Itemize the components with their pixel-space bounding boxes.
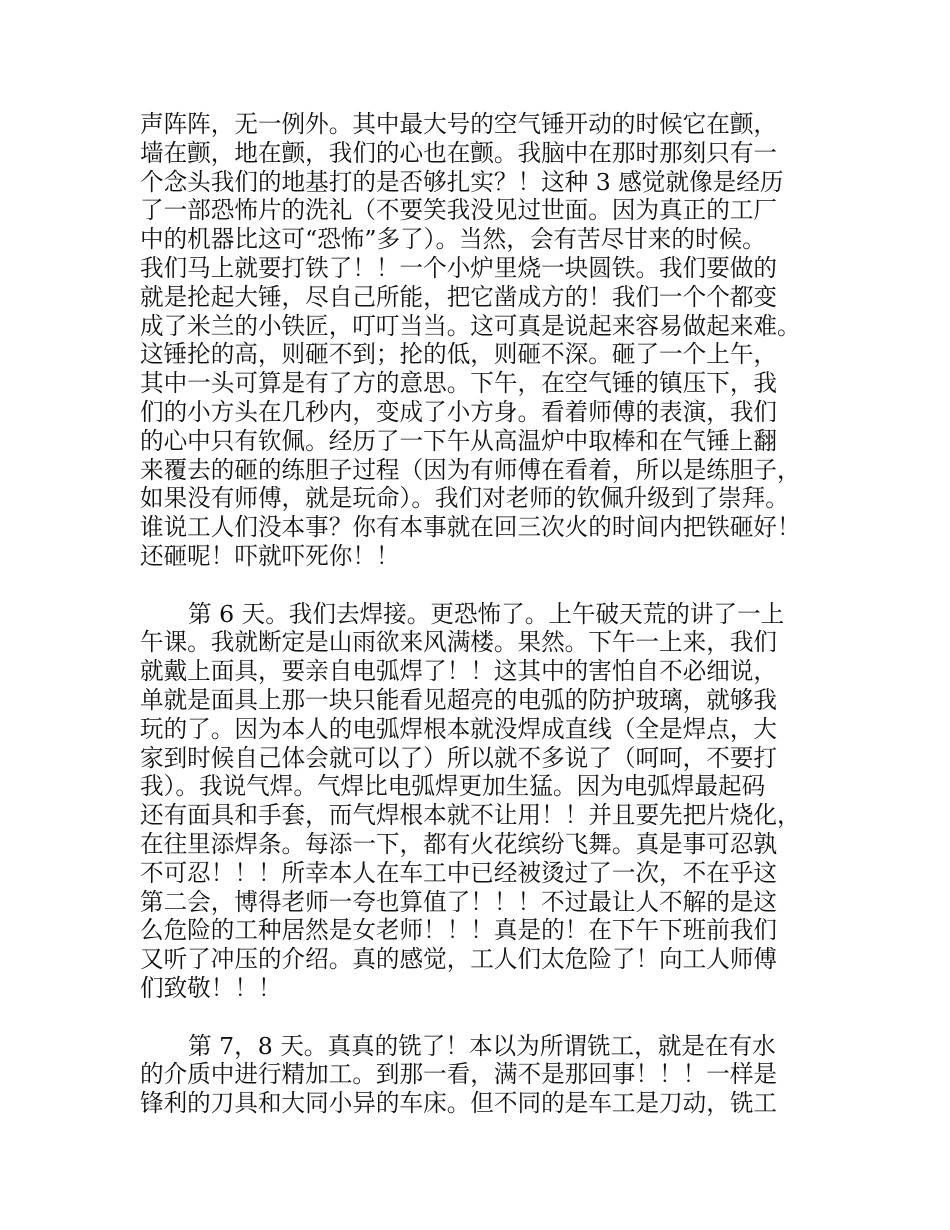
text-line: 又听了冲压的介绍。真的感觉，工人们太危险了！向工人师傅 (140, 945, 778, 974)
paragraph-gap (140, 1003, 840, 1032)
text-line: 们致敬！！！ (140, 973, 282, 1002)
body-text (140, 110, 840, 1118)
text-line: 这锤抡的高，则砸不到；抡的低，则砸不深。砸了一个上午， (140, 340, 778, 369)
paragraph-gap (140, 571, 840, 600)
text-line: 就戴上面具，要亲自电弧焊了！！这其中的害怕自不必细说， (140, 657, 778, 686)
paragraph-3 (140, 1032, 840, 1118)
text-line: 我）。我说气焊。气焊比电弧焊更加生猛。因为电弧焊最起码 (140, 772, 766, 801)
text-line: 墙在颤，地在颤，我们的心也在颤。我脑中在那时那刻只有一 (140, 138, 778, 167)
text-line: 不可忍！！！所幸本人在车工中已经被烫过了一次，不在乎这 (140, 858, 778, 887)
text-line: 单就是面具上那一块只能看见超亮的电弧的防护玻璃，就够我 (140, 685, 778, 714)
text-line: 谁说工人们没本事？你有本事就在回三次火的时间内把铁砸好！ (140, 513, 801, 542)
text-line: 声阵阵，无一例外。其中最大号的空气锤开动的时候它在颤， (140, 110, 778, 138)
text-line: 成了米兰的小铁匠，叮叮当当。这可真是说起来容易做起来难。 (140, 311, 801, 340)
text-line: 个念头我们的地基打的是否够扎实？！这种 3 感觉就像是经历 (140, 167, 784, 196)
text-line: 就是抡起大锤，尽自己所能，把它凿成方的！我们一个个都变 (140, 282, 778, 311)
text-line: 第 6 天。我们去焊接。更恐怖了。上午破天荒的讲了一上 (188, 599, 785, 628)
text-line: 第 7，8 天。真真的铣了！本以为所谓铣工，就是在有水 (188, 1031, 776, 1060)
text-line: 中的机器比这可“恐怖”多了）。当然，会有苦尽甘来的时候。 (140, 225, 766, 254)
paragraph-1 (140, 110, 840, 571)
text-line: 的介质中进行精加工。到那一看，满不是那回事！！！一样是 (140, 1060, 778, 1089)
text-line: 玩的了。因为本人的电弧焊根本就没焊成直线（全是焊点，大 (140, 714, 778, 743)
text-line: 的心中只有钦佩。经历了一下午从高温炉中取棒和在气锤上翻 (140, 426, 778, 455)
text-line: 还有面具和手套，而气焊根本就不让用！！并且要先把片烧化， (140, 801, 801, 830)
text-line: 来覆去的砸的练胆子过程（因为有师傅在看着，所以是练胆子， (140, 455, 801, 484)
text-line: 么危险的工种居然是女老师！！！真是的！在下午下班前我们 (140, 916, 778, 945)
text-line: 还砸呢！吓就吓死你！！ (140, 541, 400, 570)
text-line: 在往里添焊条。每添一下，都有火花缤纷飞舞。真是事可忍孰 (140, 829, 778, 858)
text-line: 了一部恐怖片的洗礼（不要笑我没见过世面。因为真正的工厂 (140, 196, 778, 225)
text-line: 午课。我就断定是山雨欲来风满楼。果然。下午一上来，我们 (140, 628, 778, 657)
text-line: 锋利的刀具和大同小异的车床。但不同的是车工是刀动，铣工 (140, 1089, 778, 1118)
text-line: 家到时候自己体会就可以了）所以就不多说了（呵呵，不要打 (140, 743, 778, 772)
text-line: 们的小方头在几秒内，变成了小方身。看着师傅的表演，我们 (140, 397, 778, 426)
text-line: 其中一头可算是有了方的意思。下午，在空气锤的镇压下，我 (140, 369, 778, 398)
text-line: 第二会，博得老师一夸也算值了！！！不过最让人不解的是这 (140, 887, 778, 916)
text-line: 如果没有师傅，就是玩命）。我们对老师的钦佩升级到了崇拜。 (140, 484, 789, 513)
text-line: 我们马上就要打铁了！！一个小炉里烧一块圆铁。我们要做的 (140, 253, 778, 282)
paragraph-2 (140, 600, 840, 1003)
